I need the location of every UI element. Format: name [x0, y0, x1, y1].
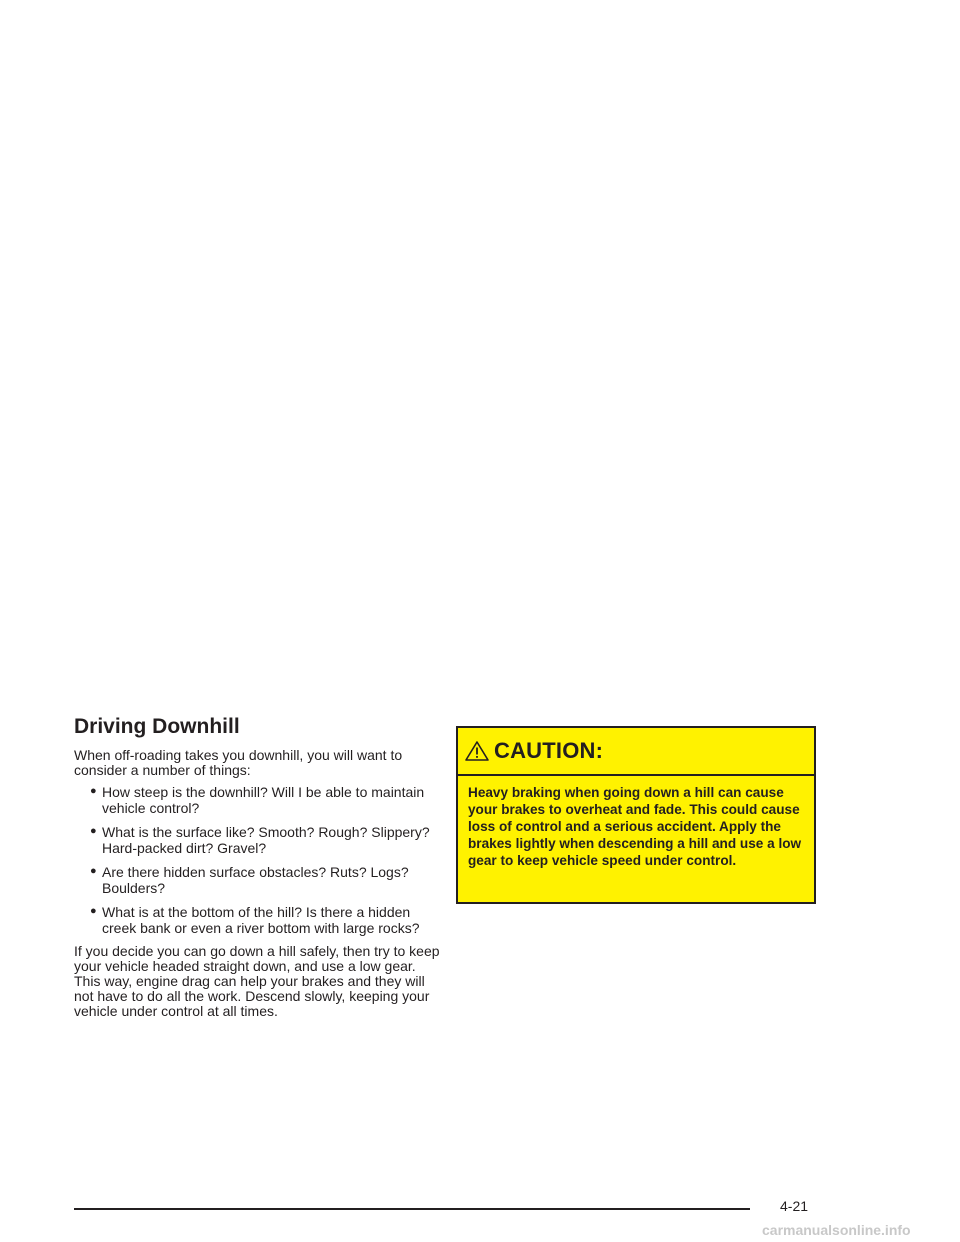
list-item	[90, 864, 440, 896]
caution-box	[456, 726, 816, 904]
bullet-icon: ●	[90, 905, 97, 917]
intro-paragraph: When off-roading takes you downhill, you will want to consider a number of things:	[74, 747, 403, 778]
caution-text: Heavy braking when going down a hill can cause your brakes to overheat and fade. This could cause loss of control and a serious accident. Apply the brakes lightly when descending a hill and use a low gear to keep vehicle speed under control.	[468, 785, 802, 868]
list-item-text: What is the surface like? Smooth? Rough? Slippery? Hard-packed dirt? Gravel?	[102, 824, 430, 856]
warning-triangle-icon	[464, 740, 490, 762]
page-number: 4-21	[780, 1198, 809, 1214]
caution-title: CAUTION:	[494, 738, 604, 763]
closing-paragraph: If you decide you can go down a hill safely, then try to keep your vehicle headed straight down, and use a low gear. This way, engine drag can help your brakes and they will not have to do all the work. Descend slowly, keeping your vehicle under control at all times.	[74, 943, 440, 1019]
list-item-text: What is at the bottom of the hill? Is there a hidden creek bank or even a river bottom with large rocks?	[102, 904, 420, 936]
footer-rule	[74, 1208, 750, 1210]
list-item-text: Are there hidden surface obstacles? Ruts? Logs? Boulders?	[102, 864, 409, 896]
list-item	[90, 904, 440, 936]
list-item-text: How steep is the downhill? Will I be able to maintain vehicle control?	[102, 784, 425, 816]
list-item	[90, 824, 440, 856]
section-heading: Driving Downhill	[74, 715, 240, 738]
considerations-list	[74, 784, 440, 936]
caution-header	[458, 728, 814, 776]
bullet-icon: ●	[90, 785, 97, 797]
watermark: carmanualsonline.info	[762, 1222, 911, 1238]
list-item	[90, 784, 440, 816]
bullet-icon: ●	[90, 865, 97, 877]
bullet-icon: ●	[90, 825, 97, 837]
main-section	[74, 714, 440, 1019]
